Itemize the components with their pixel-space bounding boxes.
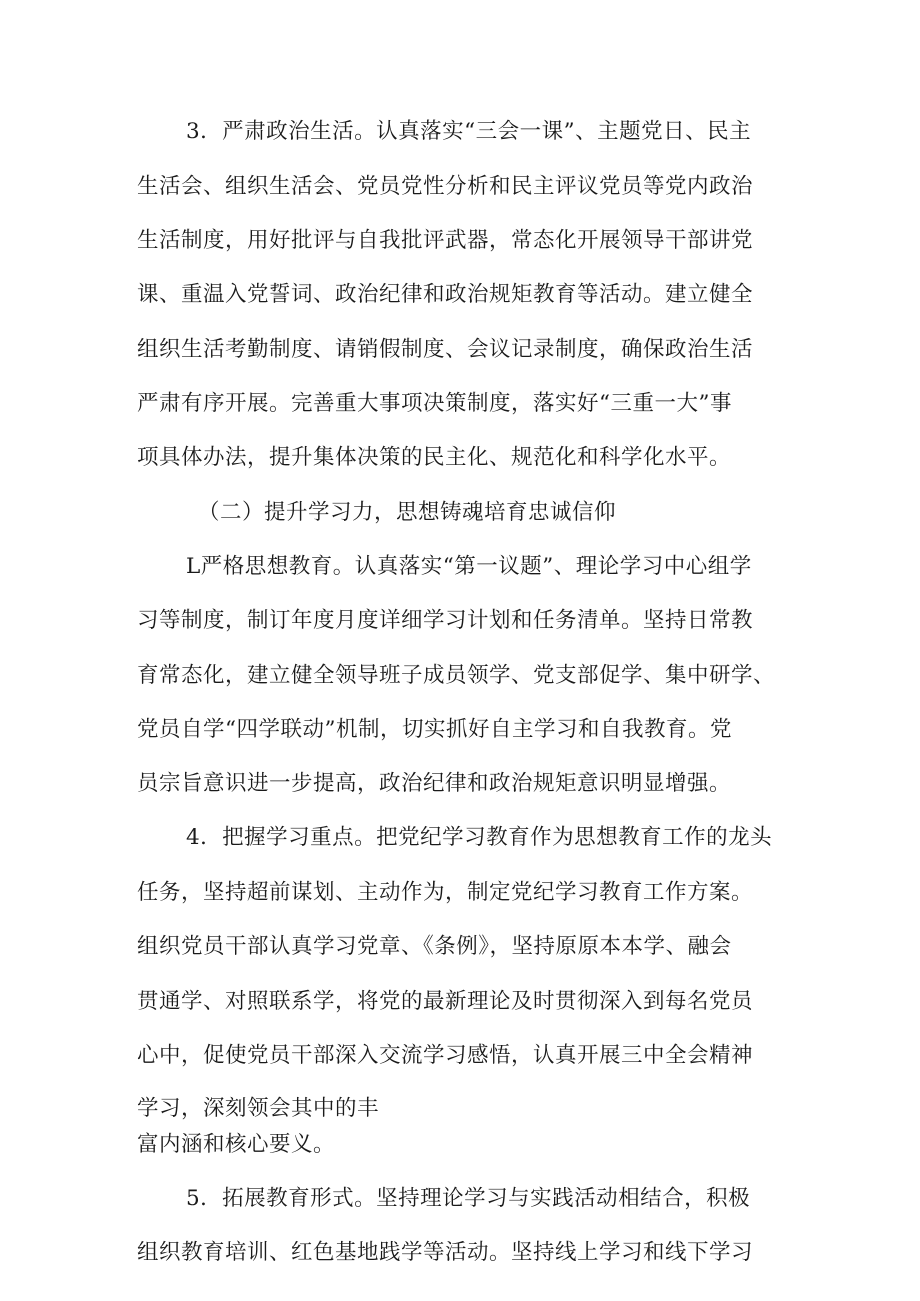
paragraph-4-line-5: 心中，促使党员干部深入交流学习感悟，认真开展三中全会精神 — [137, 1043, 754, 1068]
paragraph-4-line-1: 4．把握学习重点。把党纪学习教育作为思想教育工作的龙头 — [186, 825, 773, 850]
paragraph-3-line-1: 3．严肃政治生活。认真落实“三会一课”、主题党日、民主 — [186, 119, 752, 144]
paragraph-1-line-2: 习等制度，制订年度月度详细学习计划和任务清单。坚持日常教 — [137, 608, 754, 633]
paragraph-3-line-5: 组织生活考勤制度、请销假制度、会议记录制度，确保政治生活 — [137, 337, 754, 362]
paragraph-4-line-4: 贯通学、对照联系学，将党的最新理论及时贯彻深入到每名党员 — [137, 989, 754, 1014]
paragraph-1-line-5: 员宗旨意识进一步提高，政治纪律和政治规矩意识明显增强。 — [137, 771, 732, 796]
paragraph-3-line-4: 课、重温入党誓词、政治纪律和政治规矩教育等活动。建立健全 — [137, 282, 754, 307]
paragraph-3-line-2: 生活会、组织生活会、党员党性分析和民主评议党员等党内政治 — [137, 174, 754, 199]
paragraph-5-line-1: 5．拓展教育形式。坚持理论学习与实践活动相结合，积极 — [186, 1186, 751, 1211]
paragraph-1-line-3: 育常态化，建立健全领导班子成员领学、党支部促学、集中研学、 — [137, 663, 776, 688]
paragraph-1-line-1: L严格思想教育。认真落实“第一议题”、理论学习中心组学 — [186, 554, 752, 579]
paragraph-4-line-6: 学习，深刻领会其中的丰 — [137, 1096, 380, 1121]
section-heading: （二）提升学习力，思想铸魂培育忠诚信仰 — [198, 500, 617, 525]
paragraph-4-line-3: 组织党员干部认真学习党章、《条例》，坚持原原本本学、融会 — [137, 934, 732, 959]
paragraph-4-line-2: 任务，坚持超前谋划、主动作为，制定党纪学习教育工作方案。 — [137, 880, 754, 905]
paragraph-3-line-3: 生活制度，用好批评与自我批评武器，常态化开展领导干部讲党 — [137, 228, 754, 253]
paragraph-3-line-6: 严肃有序开展。完善重大事项决策制度，落实好“三重一大”事 — [137, 391, 732, 416]
paragraph-1-line-4: 党员自学“四学联动”机制，切实抓好自主学习和自我教育。党 — [137, 717, 732, 742]
paragraph-5-line-2: 组织教育培训、红色基地践学等活动。坚持线上学习和线下学习 — [137, 1240, 754, 1265]
paragraph-3-line-7: 项具体办法，提升集体决策的民主化、规范化和科学化水平。 — [137, 445, 732, 470]
paragraph-4-line-7: 富内涵和核心要义。 — [137, 1132, 336, 1157]
